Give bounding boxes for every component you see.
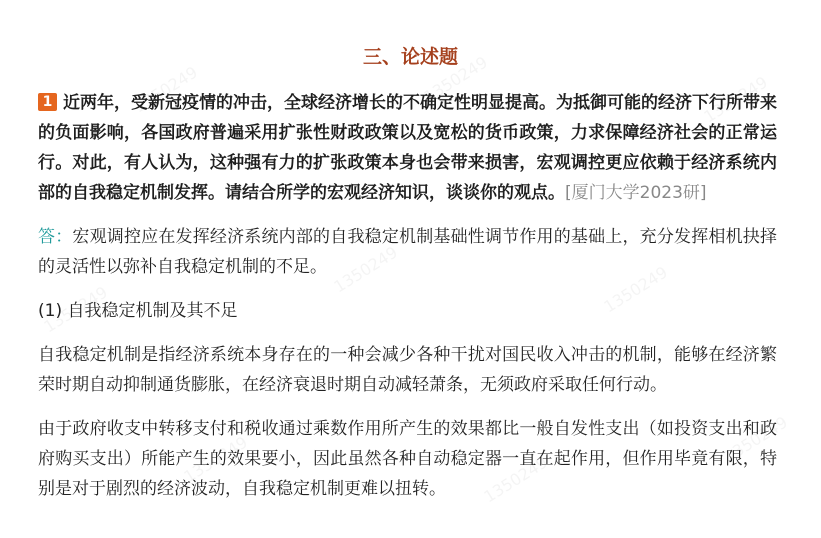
answer-label: 答： [38, 227, 73, 247]
subheading: (1) 自我稳定机制及其不足 [38, 301, 238, 321]
question-number-badge: 1 [38, 93, 57, 111]
body-paragraph-1: 自我稳定机制是指经济系统本身存在的一种会减少各种干扰对国民收入冲击的机制，能够在经济繁荣时期自动抑制通货膨胀，在经济衰退时期自动减轻萧条，无须政府采取任何行动。 [38, 345, 777, 395]
section-title: 三、论述题 [362, 46, 458, 68]
answer-paragraph [38, 222, 777, 282]
answer-text: 宏观调控应在发挥经济系统内部的自我稳定机制基础性调节作用的基础上，充分发挥相机抉择的灵活性以弥补自我稳定机制的不足。 [38, 227, 778, 277]
question-source: [厦门大学2023研] [565, 183, 707, 203]
question-block [38, 88, 777, 208]
question-text: 近两年，受新冠疫情的冲击，全球经济增长的不确定性明显提高。为抵御可能的经济下行所带来的负面影响，各国政府普遍采用扩张性财政政策以及宽松的货币政策，力求保障经济社会的正常运行。对此，有人认为，这种强有力的扩张政策本身也会带来损害，宏观调控更应依赖于经济系统内部的自我稳定机制发挥。请结合所学的宏观经济知识，谈谈你的观点。 [38, 93, 777, 203]
body-paragraph-2: 由于政府收支中转移支付和税收通过乘数作用所产生的效果都比一般自发性支出（如投资支出和政府购买支出）所能产生的效果要小，因此虽然各种自动稳定器一直在起作用，但作用毕竟有限，特别是对于剧烈的经济波动，自我稳定机制更难以扭转。 [38, 419, 777, 499]
